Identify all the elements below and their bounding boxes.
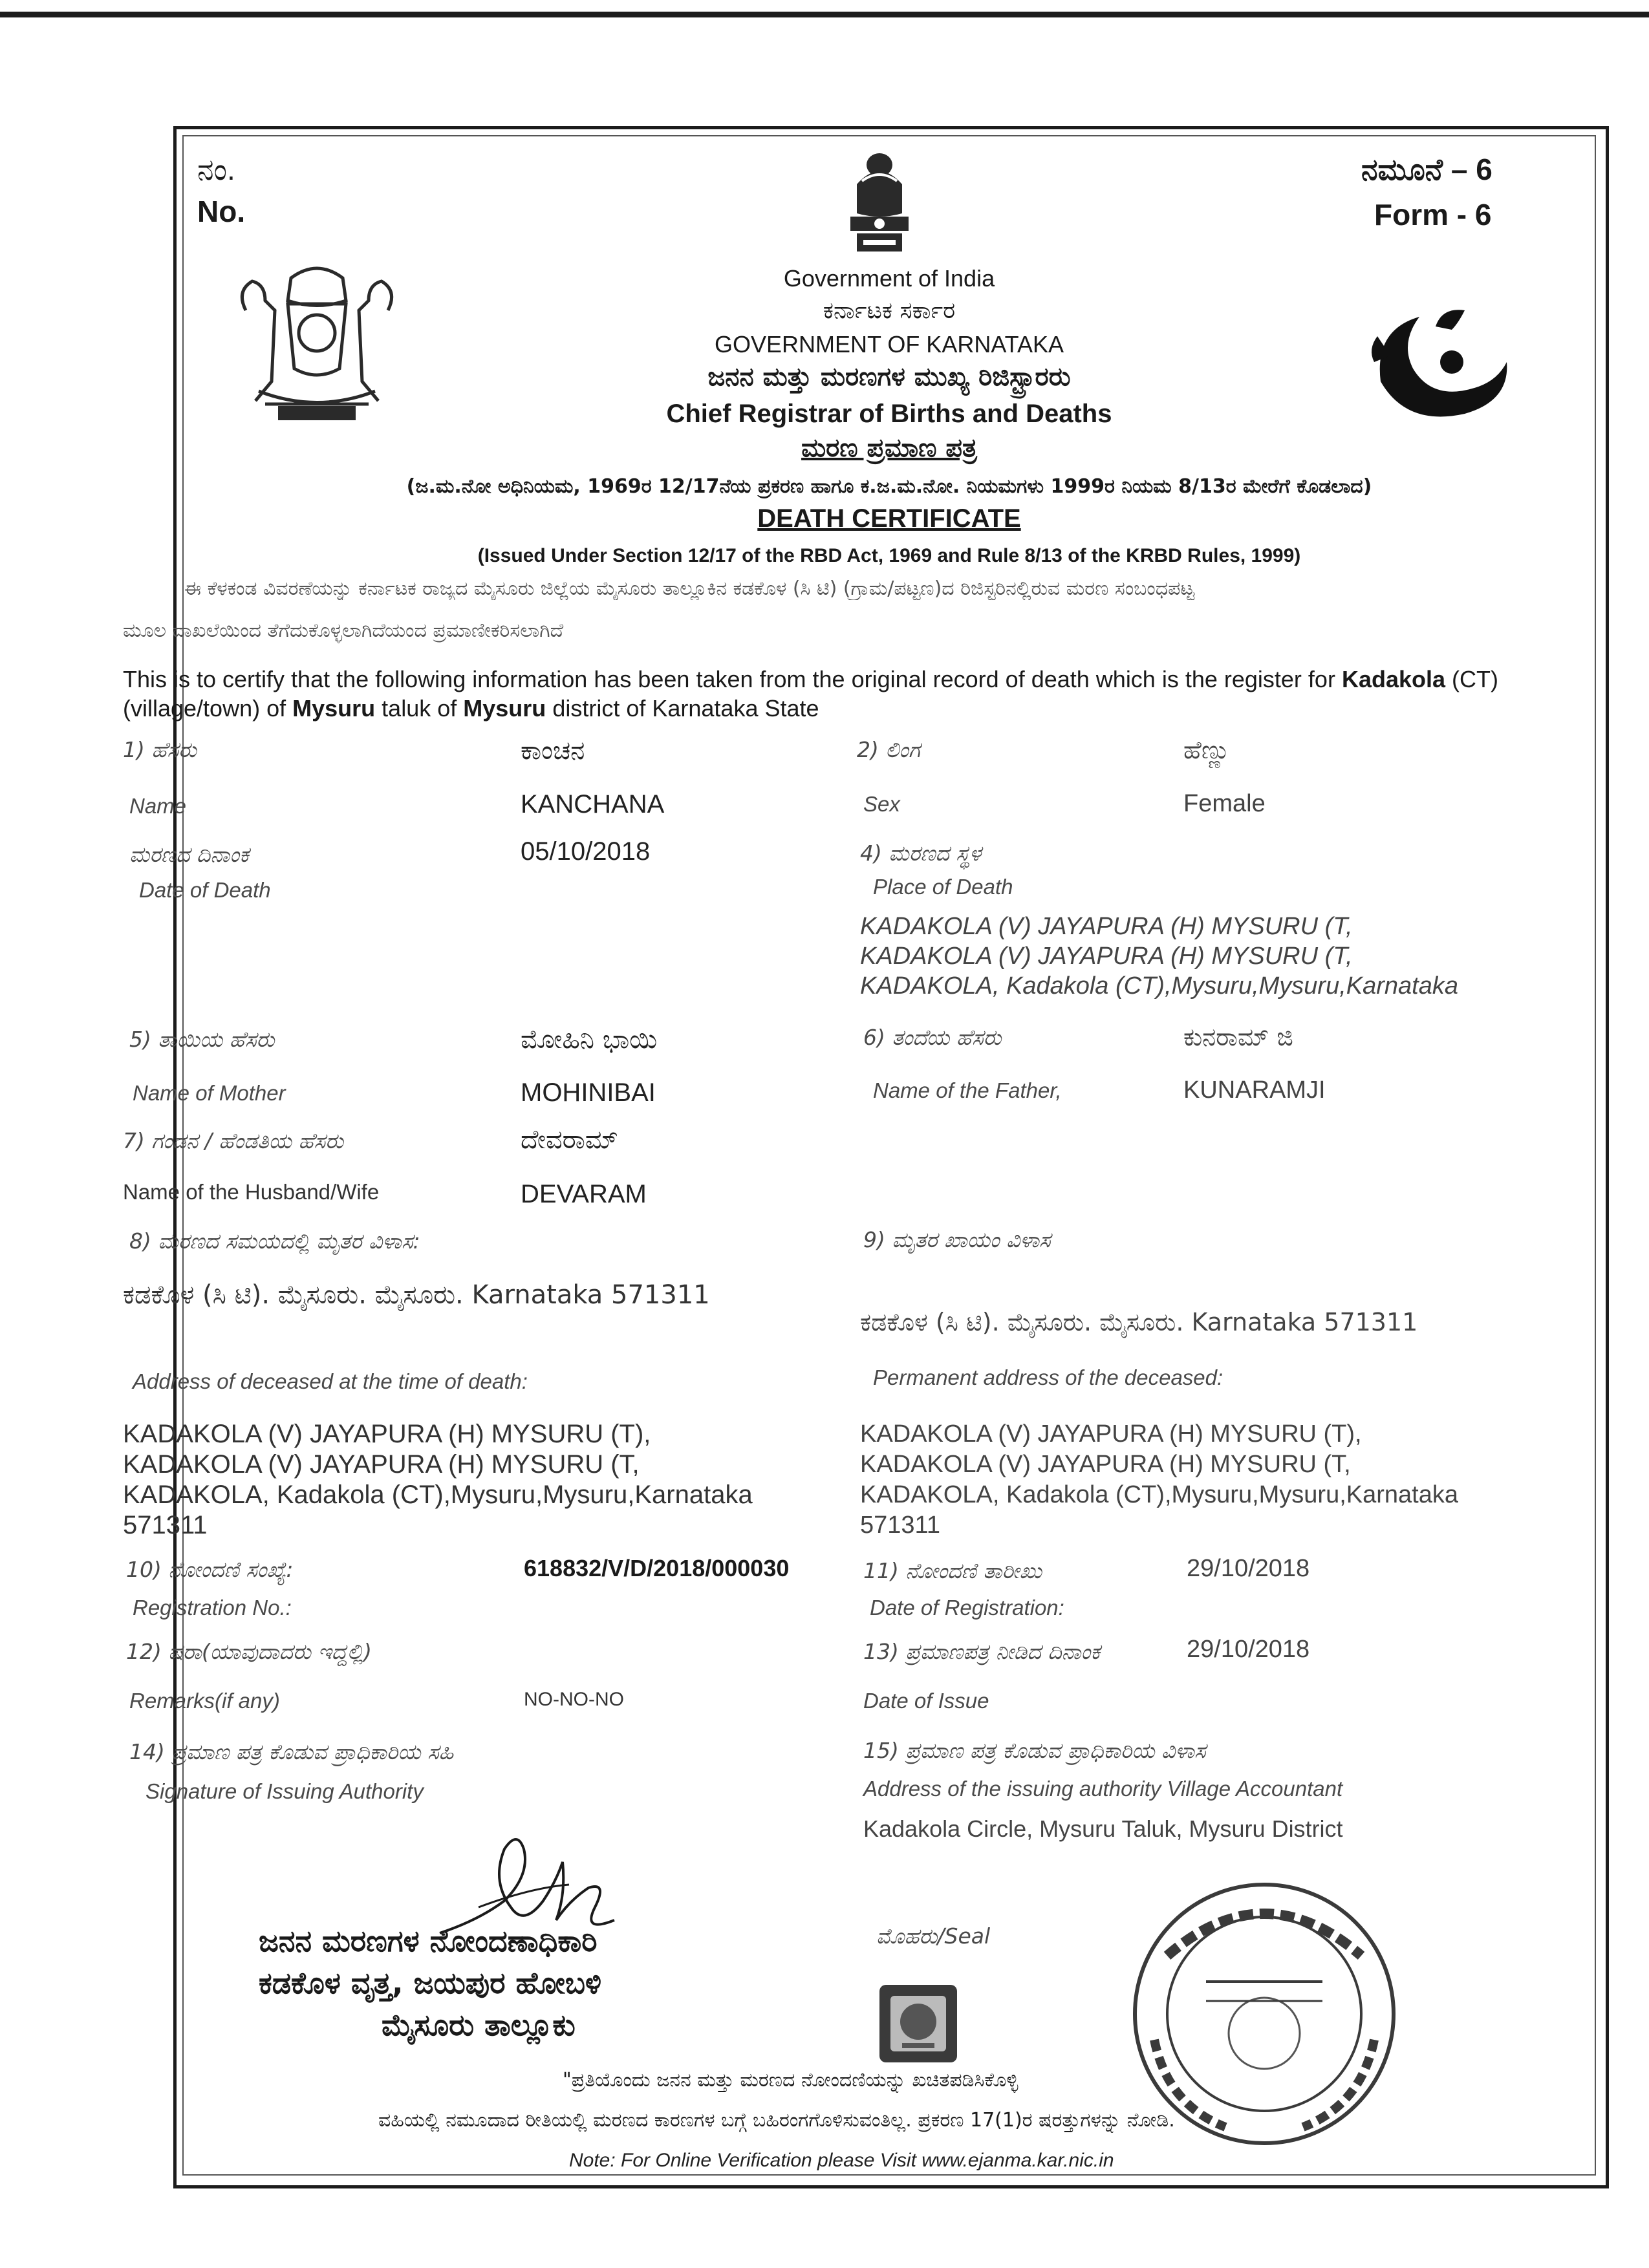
karnataka-sarkara: ಕರ್ನಾಟಕ ಸರ್ಕಾರ xyxy=(823,297,956,324)
janana-mamarana-logo-icon xyxy=(1361,291,1523,420)
remarks-value: NO-NO-NO xyxy=(524,1689,624,1710)
form-number-kannada: ನಮೂನೆ – 6 xyxy=(1361,153,1493,186)
sex-label: Sex xyxy=(863,792,900,816)
signature-label-kannada: 14) ಪ್ರಮಾಣ ಪತ್ರ ಕೊಡುವ ಪ್ರಾಧಿಕಾರಿಯ ಸಹಿ xyxy=(129,1739,454,1764)
address-line: 571311 xyxy=(860,1512,940,1539)
place-of-death-line: KADAKOLA, Kadakola (CT),Mysuru,Mysuru,Karnataka xyxy=(860,972,1459,1000)
register-place: Kadakola xyxy=(1341,666,1446,692)
intro-certify-line2 xyxy=(123,695,819,722)
footer-kannada-line1: "ಪ್ರತಿಯೊಂದು ಜನನ ಮತ್ತು ಮರಣದ ನೋಂದಣಿಯನ್ನು ಖಚಿತಪಡಿಸಿಕೊಳ್ಳಿ xyxy=(563,2069,1018,2091)
mother-name-label: Name of Mother xyxy=(133,1081,286,1105)
address-line: 571311 xyxy=(123,1511,208,1539)
footer-online-verification-note: Note: For Online Verification please Visit www.ejanma.kar.nic.in xyxy=(569,2150,1114,2171)
registration-date-label-kannada: 11) ನೋಂದಣಿ ತಾರೀಖು xyxy=(863,1558,1042,1583)
name-label-kannada: 1) ಹೆಸರು xyxy=(123,737,197,762)
address-at-death-label-kannada: 8) ಮರಣದ ಸಮಯದಲ್ಲಿ ಮೃತರ ವಿಳಾಸ: xyxy=(129,1228,420,1254)
name-value: KANCHANA xyxy=(521,790,665,818)
sex-value-kannada: ಹೆಣ್ಣು xyxy=(1183,736,1231,764)
registration-date-value: 29/10/2018 xyxy=(1187,1555,1310,1582)
registrar-stamp-line1: ಜನನ ಮರಣಗಳ ನೋಂದಣಾಧಿಕಾರಿ xyxy=(259,1923,598,1958)
spouse-name-label-kannada: 7) ಗಂಡನ / ಹೆಂಡತಿಯ ಹೆಸರು xyxy=(123,1128,344,1153)
scan-top-edge xyxy=(0,12,1649,17)
district-text: district of Karnataka State xyxy=(552,695,819,722)
mother-name-value: MOHINIBAI xyxy=(521,1078,656,1107)
issue-date-label-kannada: 13) ಪ್ರಮಾಣಪತ್ರ ನೀಡಿದ ದಿನಾಂಕ xyxy=(863,1639,1101,1664)
remarks-label-kannada: 12) ಷರಾ(ಯಾವುದಾದರು ಇದ್ದಲ್ಲಿ) xyxy=(126,1639,372,1664)
place-of-death-line: KADAKOLA (V) JAYAPURA (H) MYSURU (T, xyxy=(860,943,1353,970)
registration-number-label-kannada: 10) ನೋಂದಣಿ ಸಂಖ್ಯೆ: xyxy=(126,1557,294,1582)
father-name-label-kannada: 6) ತಂದೆಯ ಹೆಸರು xyxy=(863,1025,1002,1050)
authority-address-label: Address of the issuing authority Village Accountant xyxy=(863,1777,1343,1801)
permanent-address-value xyxy=(860,1419,1458,1541)
date-of-death-value: 05/10/2018 xyxy=(521,837,651,866)
address-line: KADAKOLA, Kadakola (CT),Mysuru,Mysuru,Karnataka xyxy=(860,1481,1459,1508)
permanent-address-kannada: ಕಡಕೊಳ (ಸಿ ಟಿ). ಮೈಸೂರು. ಮೈಸೂರು. Karnataka 571311 xyxy=(860,1308,1418,1336)
registrar-stamp-line2: ಕಡಕೊಳ ವೃತ್ತ, ಜಯಪುರ ಹೋಬಳಿ xyxy=(259,1965,602,2000)
chief-registrar-kannada: ಜನನ ಮತ್ತು ಮರಣಗಳ ಮುಖ್ಯ ರಿಜಿಸ್ಟ್ರಾರರು xyxy=(707,362,1071,392)
death-certificate-title: DEATH CERTIFICATE xyxy=(757,504,1021,533)
sex-value: Female xyxy=(1183,790,1266,817)
intro-kannada-line2: ಮೂಲ ದಾಖಲೆಯಿಂದ ತೆಗೆದುಕೊಳ್ಳಲಾಗಿದೆಯಂದ ಪ್ರಮಾಣೀಕರಿಸಲಾಗಿದೆ xyxy=(123,619,564,642)
address-at-death-kannada: ಕಡಕೊಳ (ಸಿ ಟಿ). ಮೈಸೂರು. ಮೈಸೂರು. Karnataka 571311 xyxy=(123,1280,710,1310)
act-reference-kannada: (ಜ.ಮ.ನೋ ಅಧಿನಿಯಮ, 1969ರ 12/17ನೆಯ ಪ್ರಕರಣ ಹಾಗೂ ಕ.ಜ.ಮ.ನೋ. ನಿಯಮಗಳು 1999ರ ನಿಯಮ 8/13ರ ಮೇರೆಗೆ ಕೊಡಲಾದ) xyxy=(406,475,1372,498)
name-label: Name xyxy=(129,794,187,818)
registration-number-value: 618832/V/D/2018/000030 xyxy=(524,1555,790,1581)
permanent-address-label-kannada: 9) ಮೃತರ ಖಾಯಂ ವಿಳಾಸ xyxy=(863,1227,1051,1252)
authority-address-label-kannada: 15) ಪ್ರಮಾಣ ಪತ್ರ ಕೊಡುವ ಪ್ರಾಧಿಕಾರಿಯ ವಿಳಾಸ xyxy=(863,1738,1206,1763)
registration-date-label: Date of Registration: xyxy=(870,1596,1064,1620)
address-at-death-value xyxy=(123,1419,753,1541)
address-at-death-label: Address of deceased at the time of death: xyxy=(133,1369,528,1393)
intro-kannada-line1: ಈ ಕೆಳಕಂಡ ವಿವರಣೆಯನ್ನು ಕರ್ನಾಟಕ ರಾಜ್ಯದ ಮೈಸೂರು ಜಿಲ್ಲೆಯ ಮೈಸೂರು ತಾಲ್ಲೂಕಿನ ಕಡಕೊಳ (ಸಿ ಟಿ) (ಗ್ರಾಮ/ಪಟ್ಟಣ)ದ ರಿಜಿಸ್ಟರಿನಲ್ಲಿರುವ ಮರಣ ಸಂಬಂಧಪಟ್ಟ xyxy=(184,577,1195,600)
government-of-karnataka: GOVERNMENT OF KARNATAKA xyxy=(714,331,1064,358)
issue-date-label: Date of Issue xyxy=(863,1689,989,1713)
name-value-kannada: ಕಾಂಚನ xyxy=(521,736,585,765)
place-of-death-label-kannada: 4) ಮರಣದ ಸ್ಥಳ xyxy=(860,840,982,866)
spouse-name-value-kannada: ದೇವರಾಮ್ xyxy=(521,1125,618,1155)
address-line: KADAKOLA (V) JAYAPURA (H) MYSURU (T), xyxy=(123,1420,651,1448)
number-label: No. xyxy=(197,195,246,228)
small-seal-icon xyxy=(876,1982,960,2066)
date-of-death-label: Date of Death xyxy=(139,878,271,902)
footer-kannada-line2: ವಹಿಯಲ್ಲಿ ನಮೂದಾದ ರೀತಿಯಲ್ಲಿ ಮರಣದ ಕಾರಣಗಳ ಬಗ್ಗೆ ಬಹಿರಂಗಗೊಳಿಸುವಂತಿಲ್ಲ. ಪ್ರಕರಣ 17(1)ರ ಷರತ್ತುಗಳನ್ನು ನೋಡಿ. xyxy=(378,2109,1175,2132)
death-certificate-kannada: ಮರಣ ಪ್ರಮಾಣ ಪತ್ರ xyxy=(801,433,977,463)
signature-label: Signature of Issuing Authority xyxy=(146,1779,424,1803)
register-place-type: (CT) xyxy=(1452,666,1499,692)
intro-certify-line1 xyxy=(123,666,1498,693)
address-line: KADAKOLA (V) JAYAPURA (H) MYSURU (T, xyxy=(123,1450,640,1479)
karnataka-emblem-icon xyxy=(220,252,414,427)
national-emblem-icon xyxy=(831,139,928,262)
place-of-death-line: KADAKOLA (V) JAYAPURA (H) MYSURU (T, xyxy=(860,913,1353,940)
seal-label: ಮೊಹರು/Seal xyxy=(876,1923,991,1949)
taluk-name: Mysuru xyxy=(292,695,376,722)
intro-certify-text: This is to certify that the following information has been taken from the original record of death which is the register for xyxy=(123,666,1335,692)
district-name: Mysuru xyxy=(463,695,546,722)
place-of-death-label: Place of Death xyxy=(873,875,1013,899)
father-name-value: KUNARAMJI xyxy=(1183,1076,1326,1104)
address-line: KADAKOLA, Kadakola (CT),Mysuru,Mysuru,Karnataka xyxy=(123,1481,753,1509)
place-of-death-value xyxy=(860,912,1458,1001)
spouse-name-label: Name of the Husband/Wife xyxy=(123,1180,380,1204)
issue-date-value: 29/10/2018 xyxy=(1187,1636,1310,1663)
father-name-label: Name of the Father, xyxy=(873,1078,1062,1102)
permanent-address-label: Permanent address of the deceased: xyxy=(873,1365,1223,1389)
registration-number-label: Registration No.: xyxy=(133,1596,292,1620)
date-of-death-label-kannada: ಮರಣದ ದಿನಾಂಕ xyxy=(129,842,249,867)
form-number: Form - 6 xyxy=(1374,198,1492,231)
address-line: KADAKOLA (V) JAYAPURA (H) MYSURU (T, xyxy=(860,1451,1351,1478)
sex-label-kannada: 2) ಲಿಂಗ xyxy=(857,737,920,762)
address-line: KADAKOLA (V) JAYAPURA (H) MYSURU (T), xyxy=(860,1420,1362,1448)
government-of-india: Government of India xyxy=(783,265,995,292)
number-label-kannada: ನಂ. xyxy=(197,153,235,186)
chief-registrar: Chief Registrar of Births and Deaths xyxy=(666,400,1112,428)
authority-address-value: Kadakola Circle, Mysuru Taluk, Mysuru District xyxy=(863,1815,1343,1842)
taluk-text: taluk of xyxy=(382,695,457,722)
remarks-label: Remarks(if any) xyxy=(129,1689,280,1713)
village-town-text: (village/town) of xyxy=(123,695,286,722)
father-name-value-kannada: ಕುನರಾಮ್ ಜಿ xyxy=(1183,1023,1293,1051)
issued-under-section: (Issued Under Section 12/17 of the RBD Act, 1969 and Rule 8/13 of the KRBD Rules, 1999) xyxy=(477,545,1301,566)
registrar-stamp-line3: ಮೈಸೂರು ತಾಲ್ಲೂಕು xyxy=(382,2007,576,2042)
mother-name-value-kannada: ಮೋಹಿನಿ ಭಾಯಿ xyxy=(521,1025,658,1054)
spouse-name-value: DEVARAM xyxy=(521,1180,647,1208)
mother-name-label-kannada: 5) ತಾಯಿಯ ಹೆಸರು xyxy=(129,1027,275,1052)
